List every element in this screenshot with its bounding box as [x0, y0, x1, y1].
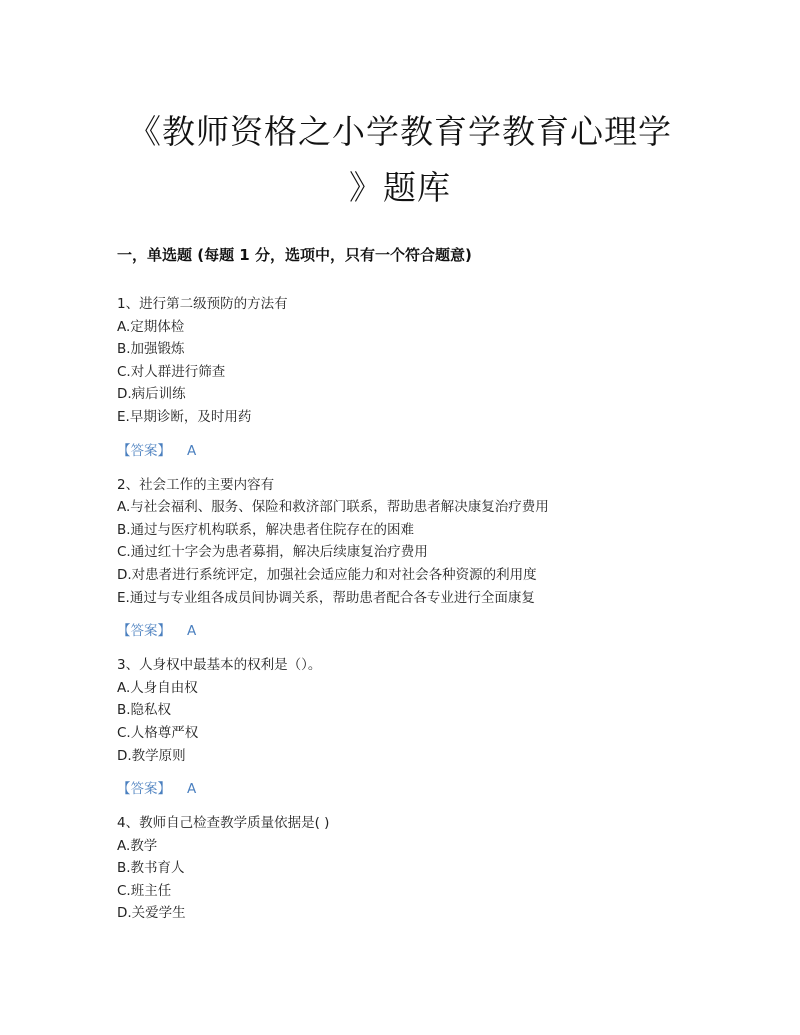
- option: E.通过与专业组各成员间协调关系，帮助患者配合各专业进行全面康复: [117, 589, 535, 606]
- question-2: [117, 474, 717, 610]
- answer-value: A: [187, 442, 197, 459]
- answer-row: [117, 620, 717, 642]
- option: D.病后训练: [117, 386, 186, 403]
- question-stem: 1、进行第二级预防的方法有: [117, 296, 288, 312]
- option: A.与社会福利、服务、保险和救济部门联系，帮助患者解决康复治疗费用: [117, 499, 549, 516]
- option: C.对人群进行筛查: [117, 363, 226, 380]
- question-stem: 3、人身权中最基本的权利是（）。: [117, 657, 322, 674]
- question-4: [117, 812, 717, 925]
- option: C.人格尊严权: [117, 724, 199, 741]
- question-stem: 2、社会工作的主要内容有: [117, 476, 275, 493]
- option: B.加强锻炼: [117, 341, 185, 358]
- page-title: [100, 104, 700, 216]
- option: B.通过与医疗机构联系，解决患者住院存在的困难: [117, 521, 415, 538]
- option: A.教学: [117, 837, 158, 854]
- question-stem: 4、教师自己检查教学质量依据是( ): [117, 815, 330, 832]
- option: C.班主任: [117, 882, 172, 899]
- section-heading: 一，单选题 (每题 1 分，选项中，只有一个符合题意): [117, 246, 472, 264]
- title-line-1: 《教师资格之小学教育学教育心理学: [128, 112, 672, 151]
- question-1: [117, 293, 717, 429]
- option: A.定期体检: [117, 318, 185, 335]
- option: B.隐私权: [117, 702, 172, 719]
- answer-label: 【答案】: [117, 781, 171, 798]
- answer-row: [117, 440, 717, 462]
- answer-value: A: [187, 623, 197, 640]
- title-line-2: 》题库: [349, 168, 451, 207]
- answer-label: 【答案】: [117, 442, 171, 459]
- question-3: [117, 654, 717, 767]
- question-list: [117, 293, 717, 925]
- option: B.教书育人: [117, 860, 185, 877]
- option: D.对患者进行系统评定，加强社会适应能力和对社会各种资源的利用度: [117, 566, 537, 583]
- option: D.关爱学生: [117, 905, 186, 922]
- option: D.教学原则: [117, 747, 186, 764]
- option: C.通过红十字会为患者募捐，解决后续康复治疗费用: [117, 544, 428, 561]
- answer-value: A: [187, 781, 197, 798]
- answer-label: 【答案】: [117, 623, 171, 640]
- answer-row: [117, 778, 717, 800]
- option: E.早期诊断，及时用药: [117, 408, 252, 425]
- option: A.人身自由权: [117, 679, 198, 696]
